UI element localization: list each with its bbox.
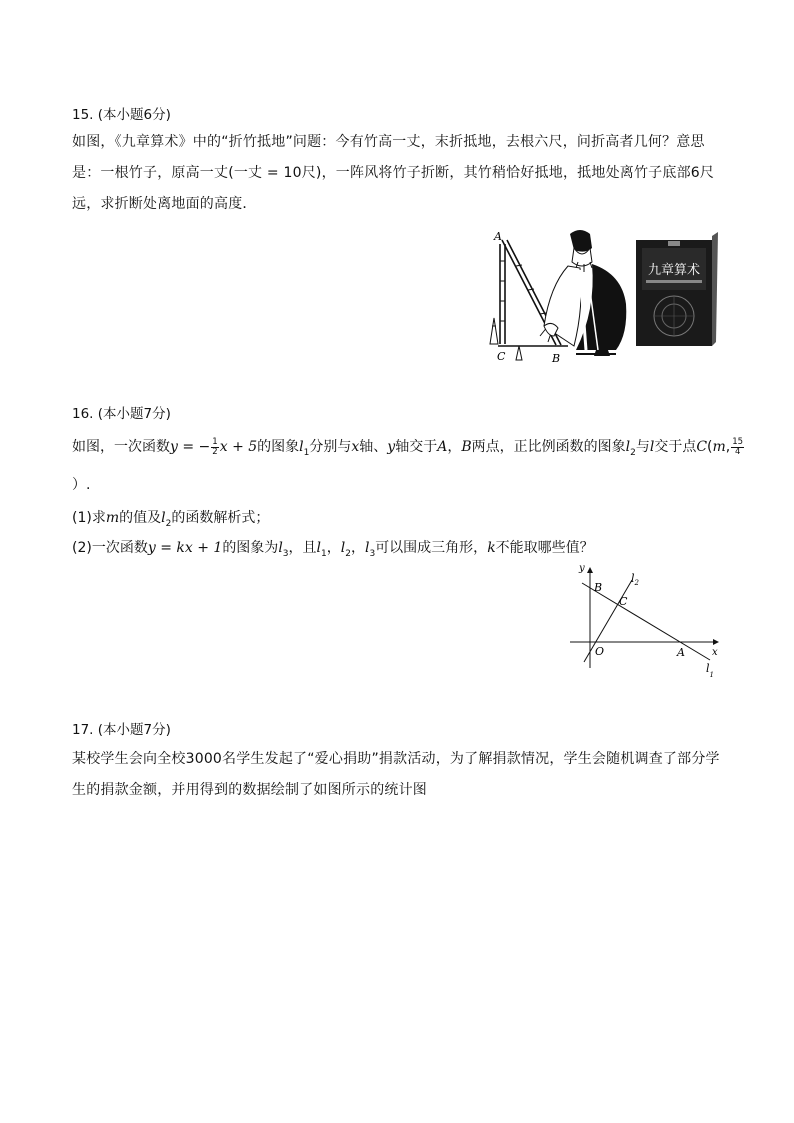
axis-label-x: x [712, 647, 718, 658]
sub-index: 2 [345, 548, 351, 559]
q16-text: 轴、 [359, 439, 388, 455]
frac-den: 2 [212, 446, 218, 457]
q16-text: 如图，一次函数 [72, 439, 170, 455]
point-c: C [696, 439, 708, 455]
q16-heading: 16. (本小题7分) [72, 406, 171, 422]
sub-index: 3 [282, 548, 289, 559]
q16-text: ， [447, 439, 462, 455]
point-label-c: C [619, 595, 628, 608]
var-y: y [170, 439, 178, 455]
q16-text: 与 [635, 439, 650, 455]
q16-text: 可以围成三角形， [375, 540, 488, 556]
q15-figure [488, 226, 728, 368]
bamboo-shoot-icon [490, 318, 498, 344]
q16-text: 两点，正比例函数的图象 [471, 439, 626, 455]
point-label-a: A [494, 230, 502, 243]
sub-index: 3 [369, 548, 376, 559]
q16-stem-line1 [72, 436, 745, 458]
q16-text: 的图象为 [222, 540, 279, 556]
q16-text: 轴交于 [395, 439, 438, 455]
frac-num: 1 [212, 436, 218, 447]
var-l: l [316, 540, 322, 556]
sub-index: 2 [165, 518, 172, 529]
axis-label-y: y [579, 563, 585, 574]
q15-heading: 15. (本小题6分) [72, 107, 171, 123]
var-m: m [105, 510, 120, 526]
q16-text: 的图象 [257, 439, 300, 455]
fraction-one-half [211, 438, 218, 457]
var-l: l [278, 540, 283, 556]
q16-coordinate-graph [566, 560, 726, 684]
eq-rest: x + 5 [219, 439, 258, 455]
q16-stem-line2: ）. [72, 477, 91, 493]
var-l: l [299, 439, 304, 455]
q16-text: (2)一次函数 [72, 540, 148, 556]
var-x: x [351, 439, 360, 455]
line-l2 [584, 580, 632, 662]
var-l: l [649, 439, 655, 455]
point-label-c: C [497, 350, 506, 363]
q16-part1 [72, 507, 269, 529]
point-label-b: B [594, 581, 603, 594]
var-l: l [625, 439, 631, 455]
q16-text: 不能取哪些值？ [495, 540, 594, 556]
eq-sign: = − [177, 439, 211, 455]
q15-body: 如图，《九章算术》中的“折竹抵地”问题：今有竹高一丈，末折抵地，去根六尺，问折高者几何？意思是：一根竹子，原高一丈(一丈 = 10尺)，一阵风将竹子折断，其竹稍恰好抵地，抵地处离竹子底部6尺远，求折断处离地面的高度． [72, 134, 715, 212]
var-l: l [364, 540, 370, 556]
sub-index: 2 [630, 447, 636, 458]
fraction-15-4 [731, 438, 744, 457]
paren: ( [707, 439, 713, 455]
q17-body: 某校学生会向全校3000名学生发起了“爱心捐助”捐款活动，为了解捐款情况，学生会随机调查了部分学生的捐款金额，并用得到的数据绘制了如图所示的统计图 [72, 751, 720, 798]
frac-num: 15 [732, 436, 744, 447]
q16-text: ，且 [288, 540, 317, 556]
q16-text: (1)求 [72, 510, 106, 526]
line-label-l2: $l_2$ [631, 572, 639, 587]
q16-text: 分别与 [309, 439, 352, 455]
q16-part2 [72, 537, 594, 559]
q16-text: 的函数解析式； [171, 510, 270, 526]
var-l: l [340, 540, 346, 556]
sub-index: 1 [321, 548, 327, 559]
book-title: 九章算术 [647, 263, 701, 278]
point-label-o: O [595, 645, 605, 658]
q16-text: ， [326, 540, 341, 556]
q16-text: 交于点 [654, 439, 697, 455]
point-b: B [461, 439, 472, 455]
comma: , [725, 439, 731, 455]
q16-text: ， [350, 540, 365, 556]
bamboo-shoot-icon [516, 346, 522, 360]
frac-den: 4 [734, 446, 741, 457]
equation: y = kx + 1 [147, 540, 223, 556]
q16-text: 的值及 [119, 510, 162, 526]
bamboo-stump [500, 244, 505, 344]
point-label-a: A [677, 646, 685, 659]
var-m: m [712, 439, 726, 455]
q17-heading: 17. (本小题7分) [72, 722, 171, 738]
sub-index: 1 [303, 447, 310, 458]
var-y: y [387, 439, 396, 455]
var-k: k [487, 540, 496, 556]
point-a: A [437, 439, 448, 455]
jiuzhang-book-cover [636, 232, 718, 346]
line-label-l1: $l_1$ [706, 662, 714, 679]
var-l: l [161, 510, 166, 526]
point-label-b: B [552, 352, 561, 365]
